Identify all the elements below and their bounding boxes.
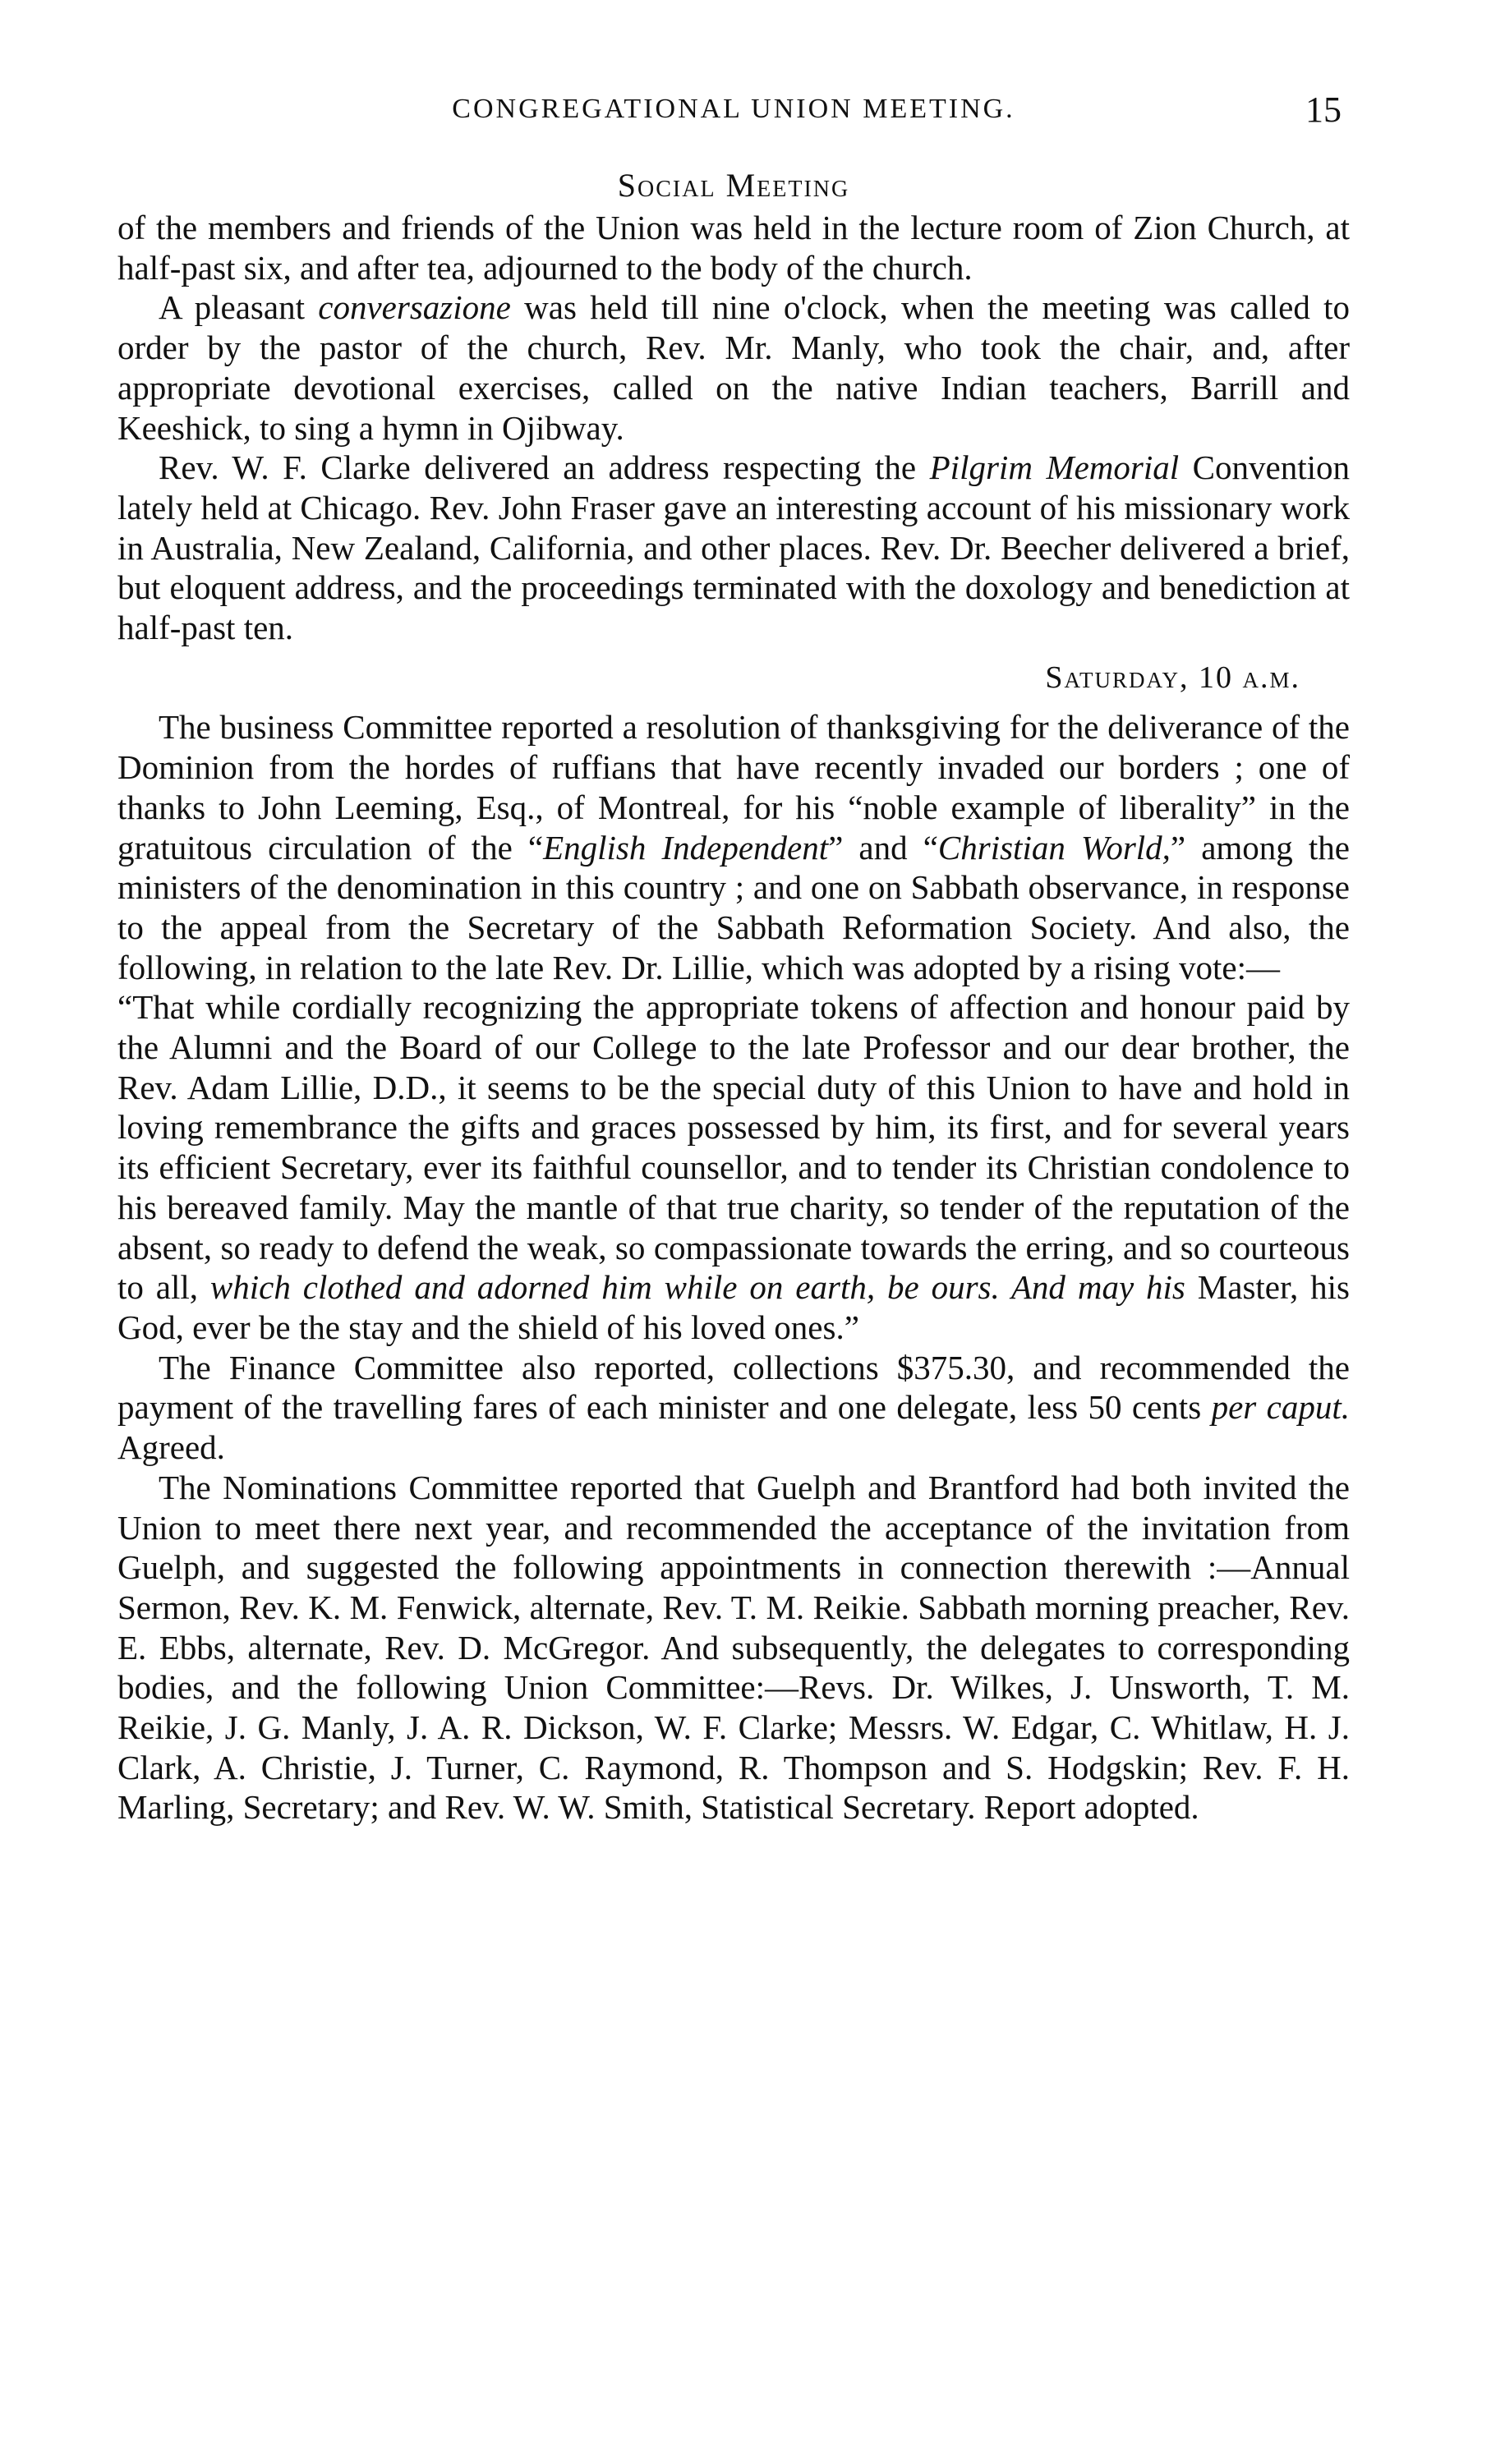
paragraph-resolution-quote [117,987,1350,1347]
paragraph-business-committee [117,707,1350,987]
section-heading: Social Meeting [617,167,850,204]
text-run: Convention lately held at Chicago. Rev. John Fraser gave an interesting account of his missionary work in Australia, New Zealand, California, and other places. Rev. Dr. Beecher delivered a brief, but eloquent address, and the proceedings terminated with the doxology and benediction at half-past ten. [117,448,1351,647]
text-run: The business Committee reported a resolution of thanksgiving for the deliverance of the Dominion from the hordes of ruffians that have recently invaded our borders ; one of thanks to John Leeming, Esq., of Montreal, for his “noble example of liberality” in the gratuitous circulation of the “ [117,708,1350,867]
italic-text: English Independent [543,828,829,867]
text-run: ” among the ministers of the denomination in this country ; and one on Sabbath observance, in response to the appeal from the Secretary of the Sabbath Reformation Society. And also, the following, in relation to the late Rev. Dr. Lillie, which was adopted by a rising vote:— [117,828,1350,986]
italic-text: which clothed and adorned him while on earth, be ours. And may his [209,1268,1185,1307]
text-run: Master, his God, ever be the stay and the shield of his loved ones.” [117,1268,1350,1346]
paragraph-social-meeting: of the members and friends of the Union was held in the lecture room of Zion Church, at half-past six, and after tea, adjourned to the body of the church. [117,209,1350,287]
body-text [117,208,1350,1827]
italic-text: conversazione [318,288,511,327]
paragraph-nominations-committee: The Nominations Committee reported that Guelph and Brantford had both invited the Union to meet there next year, and recommended the acceptance of the invitation from Guelph, and suggested the following appointments in connection therewith :—Annual Sermon, Rev. K. M. Fenwick, alternate, Rev. T. M. Reikie. Sabbath morning preacher, Rev. E. Ebbs, alternate, Rev. D. McGregor. And subsequently, the delegates to corresponding bodies, and the following Union Committee:—Revs. Dr. Wilkes, J. Unsworth, T. M. Reikie, J. G. Manly, J. A. R. Dickson, W. F. Clarke; Messrs. W. Edgar, C. Whitlaw, H. J. Clark, A. Christie, J. Turner, C. Raymond, R. Thompson and S. Hodgskin; Rev. F. H. Marling, Secretary; and Rev. W. W. Smith, Statistical Secretary. Report adopted. [117,1468,1350,1827]
page-number: 15 [1305,90,1342,130]
running-header [117,89,1350,138]
paragraph-conversazione [117,287,1350,448]
text-run: ” and “ [828,828,938,867]
text-run: A pleasant [159,288,319,327]
text-run: “That while cordially recognizing the appropriate tokens of affection and honour paid by the Alumni and the Board of our College to the late Professor and our dear brother, the Rev. Adam Lillie, D.D., it seems to be the special duty of this Union to have and hold in loving remembrance the gifts and graces possessed by him, its first, and for several years its efficient Secretary, ever its faithful counsellor, and to tender its Christian condolence to his bereaved family. May the mantle of that true charity, so tender of the reputation of the absent, so ready to defend the weak, so compassionate towards the erring, and so courteous to all, [117,988,1350,1307]
paragraph-addresses [117,448,1350,648]
running-title: CONGREGATIONAL UNION MEETING. [452,94,1015,124]
italic-text: Christian World, [937,828,1171,867]
text-run: Agreed. [117,1428,225,1467]
italic-text: per caput. [1211,1388,1350,1427]
italic-text: Pilgrim Memorial [929,448,1180,487]
text-run: The Finance Committee also reported, collections $375.30, and recommended the payment of the travelling fares of each minister and one delegate, less 50 cents [117,1348,1350,1427]
subheading-saturday: Saturday, 10 a.m. [1045,660,1300,695]
document-page [117,89,1350,2388]
paragraph-finance-committee [117,1348,1350,1468]
text-run: was held till nine o'clock, when the meeting was called to order by the pastor of the church, Rev. Mr. Manly, who took the chair, and, after appropriate devotional exercises, called on the native Indian teachers, Barrill and Keeshick, to sing a hymn in Ojibway. [117,288,1351,447]
text-run: Rev. W. F. Clarke delivered an address respecting the [159,448,930,487]
